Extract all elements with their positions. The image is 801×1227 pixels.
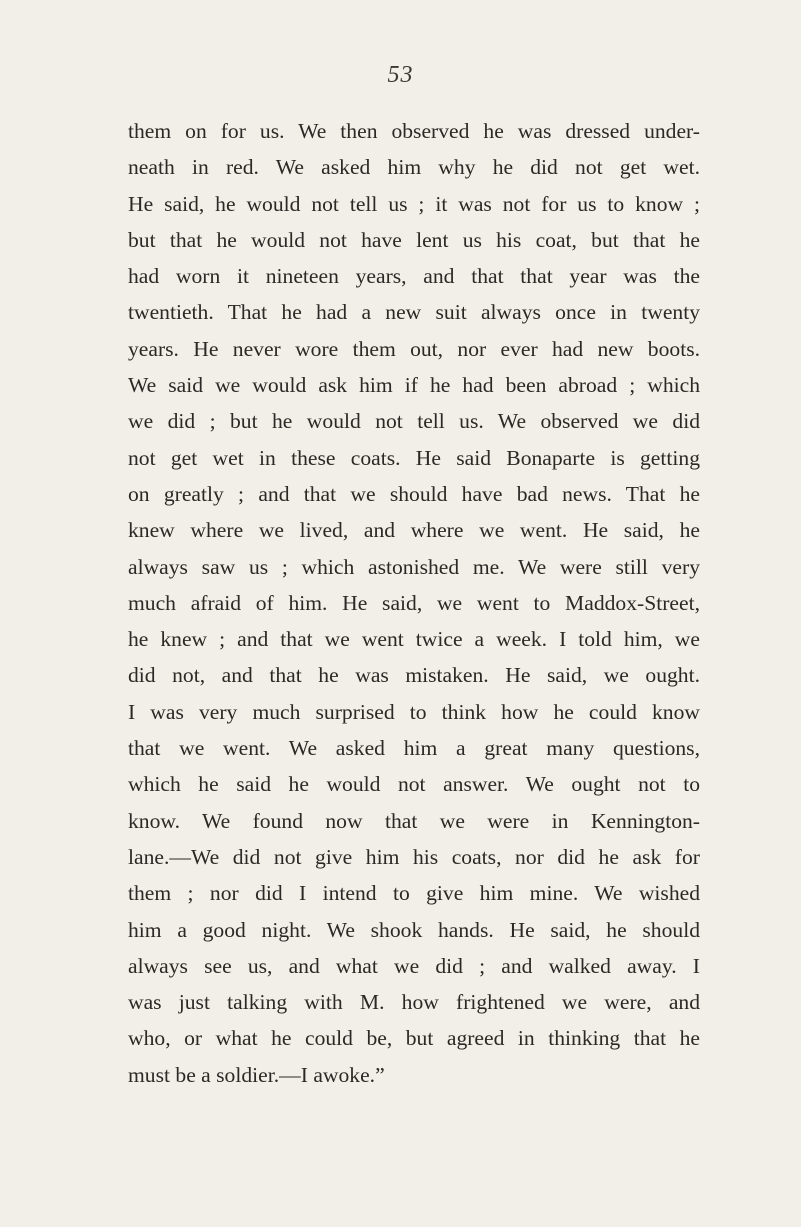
text-line: we did ; but he would not tell us. We observed we did — [128, 409, 700, 434]
page-number: 53 — [387, 62, 414, 88]
text-line: on greatly ; and that we should have bad news. That he — [128, 481, 700, 506]
text-line: he knew ; and that we went twice a week. I told him, we — [128, 627, 700, 652]
text-line: not get wet in these coats. He said Bonaparte is getting — [128, 445, 700, 470]
text-line: did not, and that he was mistaken. He said, we ought. — [128, 663, 700, 688]
text-line: always saw us ; which astonished me. We were still very — [128, 554, 700, 579]
text-line: who, or what he could be, but agreed in thinking that he — [128, 1026, 700, 1051]
text-line: neath in red. We asked him why he did not get wet. — [128, 155, 700, 180]
text-line: He said, he would not tell us ; it was not for us to know ; — [128, 191, 700, 216]
text-line: which he said he would not answer. We ought not to — [128, 772, 700, 797]
text-line: knew where we lived, and where we went. He said, he — [128, 518, 700, 543]
text-line: them ; nor did I intend to give him mine. We wished — [128, 881, 700, 906]
text-line: We said we would ask him if he had been abroad ; which — [128, 373, 700, 398]
text-line-last: must be a soldier.—I awoke.” — [128, 1062, 385, 1087]
text-line: much afraid of him. He said, we went to Maddox-Street, — [128, 590, 700, 615]
text-line: them on for us. We then observed he was dressed under- — [128, 119, 700, 143]
text-line: lane.—We did not give him his coats, nor did he ask for — [128, 844, 700, 869]
text-line: was just talking with M. how frightened we were, and — [128, 990, 700, 1015]
text-line: but that he would not have lent us his coat, but that he — [128, 227, 700, 252]
text-line: know. We found now that we were in Kennington- — [128, 808, 700, 833]
text-line: twentieth. That he had a new suit always once in twenty — [128, 300, 700, 325]
body-text — [128, 113, 700, 1093]
text-line: him a good night. We shook hands. He said, he should — [128, 917, 700, 942]
text-line: had worn it nineteen years, and that that year was the — [128, 264, 700, 289]
text-line: I was very much surprised to think how he could know — [128, 699, 700, 724]
text-line: always see us, and what we did ; and walked away. I — [128, 953, 700, 978]
text-line: years. He never wore them out, nor ever had new boots. — [128, 336, 700, 361]
text-line: that we went. We asked him a great many questions, — [128, 736, 700, 761]
